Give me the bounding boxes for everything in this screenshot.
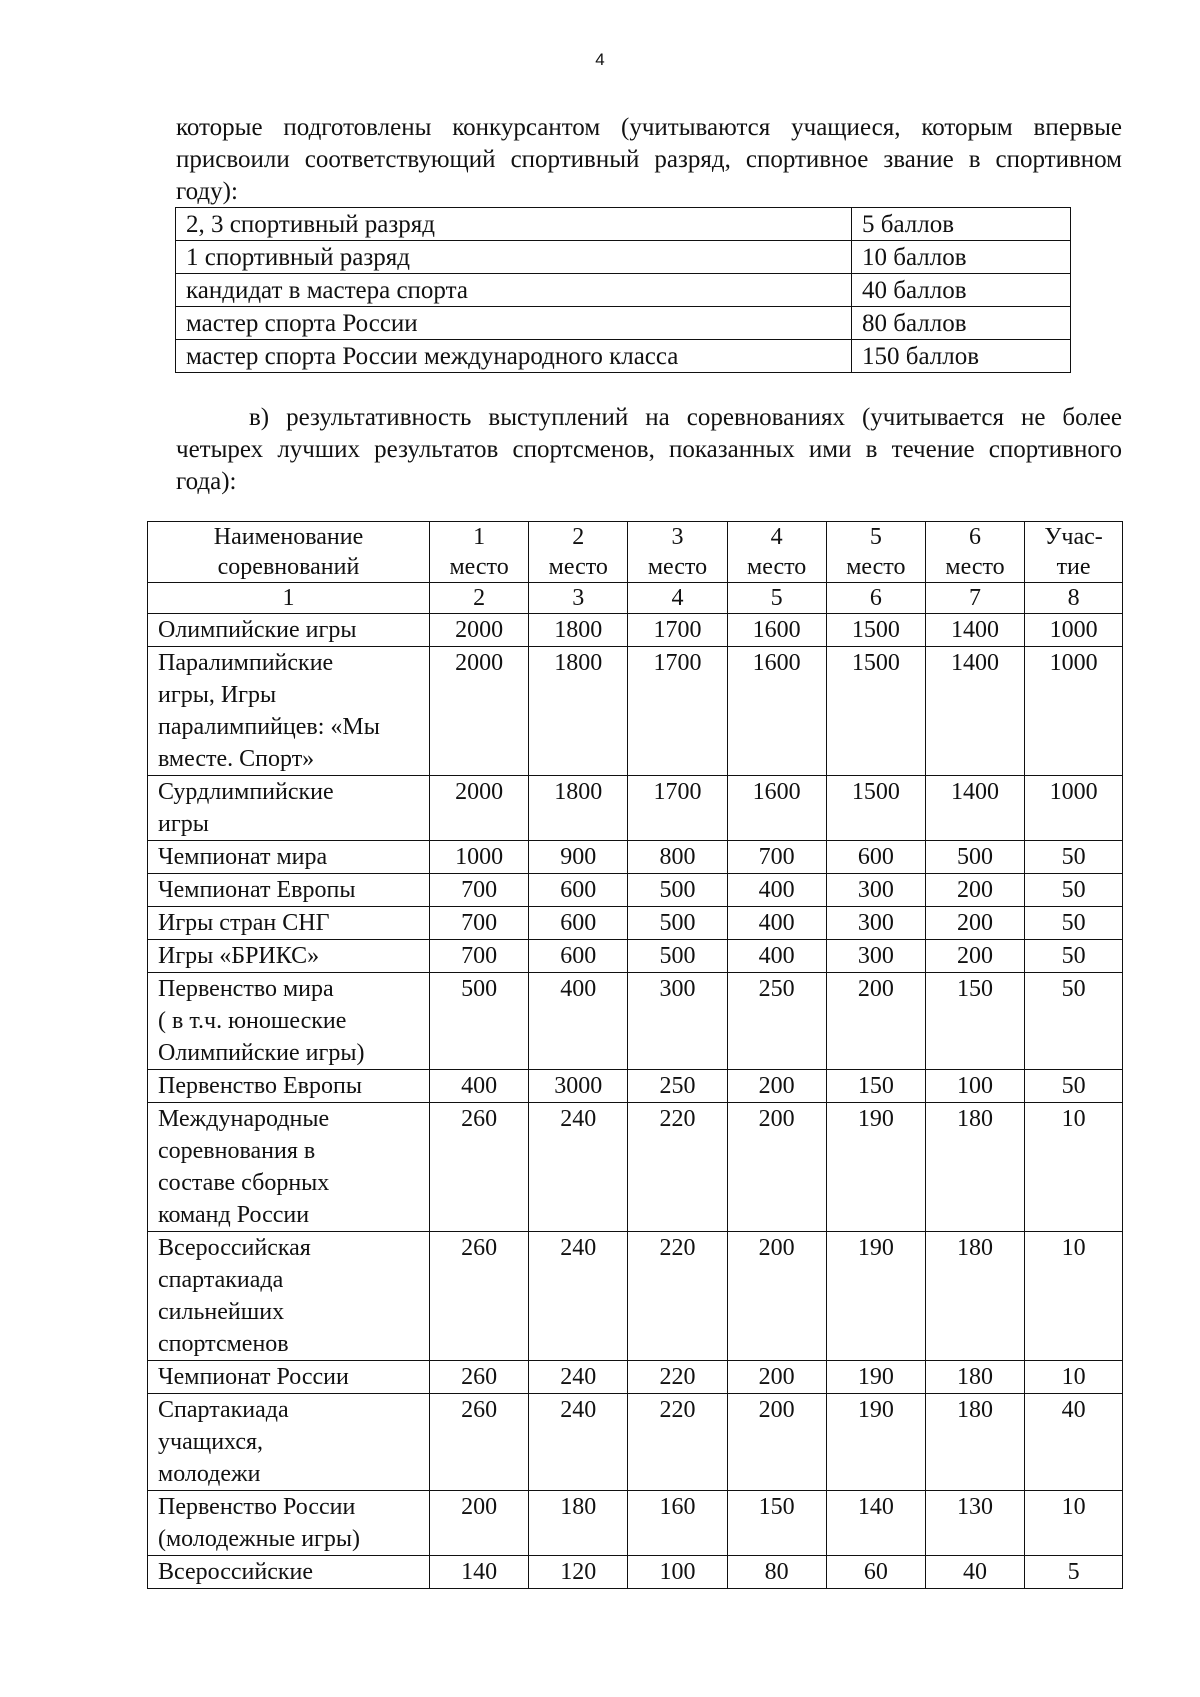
- column-number-cell: 5: [727, 583, 826, 614]
- points-cell: 1500: [826, 614, 925, 647]
- points-cell: 190: [826, 1361, 925, 1394]
- column-number-cell: 7: [925, 583, 1024, 614]
- header-column: Учас- тие: [1025, 522, 1123, 583]
- table-row: [176, 241, 1071, 274]
- points-cell: 10: [1025, 1103, 1123, 1232]
- points-cell: 600: [826, 841, 925, 874]
- rank-name-cell: мастер спорта России: [176, 307, 852, 340]
- points-cell: 1800: [529, 776, 628, 841]
- results-header-row: [148, 522, 1123, 583]
- points-cell: 1500: [826, 647, 925, 776]
- points-cell: 40: [925, 1556, 1024, 1589]
- points-cell: 200: [727, 1232, 826, 1361]
- column-number-cell: 4: [628, 583, 727, 614]
- header-column: 4 место: [727, 522, 826, 583]
- points-cell: 220: [628, 1394, 727, 1491]
- points-cell: 800: [628, 841, 727, 874]
- column-number-cell: 2: [430, 583, 529, 614]
- table-row: [176, 307, 1071, 340]
- competition-name-cell: Сурдлимпийские игры: [148, 776, 430, 841]
- competition-name-cell: Первенство Европы: [148, 1070, 430, 1103]
- rank-name-cell: кандидат в мастера спорта: [176, 274, 852, 307]
- competition-name-cell: Паралимпийские игры, Игры паралимпийцев: «Мы вместе. Спорт»: [148, 647, 430, 776]
- points-cell: 600: [529, 907, 628, 940]
- table-row: [148, 1103, 1123, 1232]
- points-cell: 220: [628, 1361, 727, 1394]
- table-row: [148, 973, 1123, 1070]
- points-cell: 1800: [529, 647, 628, 776]
- points-cell: 300: [628, 973, 727, 1070]
- points-cell: 140: [430, 1556, 529, 1589]
- points-cell: 200: [925, 940, 1024, 973]
- competition-name-cell: Всероссийские: [148, 1556, 430, 1589]
- table-row: [148, 907, 1123, 940]
- points-cell: 260: [430, 1361, 529, 1394]
- ranks-points-table: [175, 207, 1071, 373]
- points-cell: 2000: [430, 647, 529, 776]
- points-cell: 700: [727, 841, 826, 874]
- points-cell: 220: [628, 1103, 727, 1232]
- competition-name-cell: Первенство мира ( в т.ч. юношеские Олимпийские игры): [148, 973, 430, 1070]
- points-cell: 900: [529, 841, 628, 874]
- points-cell: 400: [727, 907, 826, 940]
- competition-name-cell: Чемпионат Европы: [148, 874, 430, 907]
- points-cell: 1700: [628, 647, 727, 776]
- points-cell: 1000: [1025, 776, 1123, 841]
- rank-points-cell: 150 баллов: [852, 340, 1071, 373]
- points-cell: 700: [430, 940, 529, 973]
- points-cell: 190: [826, 1394, 925, 1491]
- rank-points-cell: 40 баллов: [852, 274, 1071, 307]
- points-cell: 50: [1025, 973, 1123, 1070]
- points-cell: 1400: [925, 614, 1024, 647]
- table-row: [176, 208, 1071, 241]
- table-row: [148, 776, 1123, 841]
- points-cell: 50: [1025, 874, 1123, 907]
- points-cell: 1400: [925, 776, 1024, 841]
- rank-name-cell: 1 спортивный разряд: [176, 241, 852, 274]
- competition-name-cell: Игры стран СНГ: [148, 907, 430, 940]
- header-competition-name: Наименование соревнований: [148, 522, 430, 583]
- rank-points-cell: 80 баллов: [852, 307, 1071, 340]
- points-cell: 180: [925, 1232, 1024, 1361]
- points-cell: 500: [430, 973, 529, 1070]
- points-cell: 700: [430, 907, 529, 940]
- points-cell: 1600: [727, 614, 826, 647]
- points-cell: 220: [628, 1232, 727, 1361]
- column-number-cell: 1: [148, 583, 430, 614]
- points-cell: 600: [529, 940, 628, 973]
- points-cell: 1400: [925, 647, 1024, 776]
- points-cell: 200: [727, 1394, 826, 1491]
- points-cell: 150: [727, 1491, 826, 1556]
- points-cell: 1700: [628, 776, 727, 841]
- points-cell: 40: [1025, 1394, 1123, 1491]
- points-cell: 3000: [529, 1070, 628, 1103]
- points-cell: 150: [925, 973, 1024, 1070]
- points-cell: 260: [430, 1394, 529, 1491]
- points-cell: 5: [1025, 1556, 1123, 1589]
- points-cell: 1000: [1025, 647, 1123, 776]
- competition-name-cell: Всероссийская спартакиада сильнейших спортсменов: [148, 1232, 430, 1361]
- points-cell: 700: [430, 874, 529, 907]
- column-number-cell: 3: [529, 583, 628, 614]
- table-row: [148, 1070, 1123, 1103]
- competition-name-cell: Чемпионат России: [148, 1361, 430, 1394]
- points-cell: 150: [826, 1070, 925, 1103]
- header-column: 2 место: [529, 522, 628, 583]
- rank-name-cell: мастер спорта России международного класса: [176, 340, 852, 373]
- points-cell: 180: [529, 1491, 628, 1556]
- points-cell: 300: [826, 874, 925, 907]
- points-cell: 200: [727, 1103, 826, 1232]
- points-cell: 400: [727, 874, 826, 907]
- points-cell: 10: [1025, 1232, 1123, 1361]
- rank-name-cell: 2, 3 спортивный разряд: [176, 208, 852, 241]
- points-cell: 240: [529, 1103, 628, 1232]
- points-cell: 2000: [430, 614, 529, 647]
- points-cell: 260: [430, 1232, 529, 1361]
- column-number-cell: 6: [826, 583, 925, 614]
- points-cell: 50: [1025, 907, 1123, 940]
- points-cell: 1500: [826, 776, 925, 841]
- points-cell: 400: [529, 973, 628, 1070]
- points-cell: 1800: [529, 614, 628, 647]
- points-cell: 200: [430, 1491, 529, 1556]
- points-cell: 190: [826, 1103, 925, 1232]
- points-cell: 200: [727, 1070, 826, 1103]
- table-row: [176, 340, 1071, 373]
- points-cell: 180: [925, 1103, 1024, 1232]
- points-cell: 240: [529, 1361, 628, 1394]
- points-cell: 1000: [1025, 614, 1123, 647]
- points-cell: 1700: [628, 614, 727, 647]
- table-row: [148, 940, 1123, 973]
- competition-name-cell: Международные соревнования в составе сборных команд России: [148, 1103, 430, 1232]
- points-cell: 240: [529, 1232, 628, 1361]
- header-column: 3 место: [628, 522, 727, 583]
- points-cell: 120: [529, 1556, 628, 1589]
- competition-name-cell: Чемпионат мира: [148, 841, 430, 874]
- competition-name-cell: Спартакиада учащихся, молодежи: [148, 1394, 430, 1491]
- points-cell: 200: [826, 973, 925, 1070]
- table-row: [148, 1491, 1123, 1556]
- points-cell: 600: [529, 874, 628, 907]
- table-row: [148, 614, 1123, 647]
- table-row: [148, 841, 1123, 874]
- table-row: [148, 874, 1123, 907]
- table-row: [148, 1394, 1123, 1491]
- points-cell: 250: [727, 973, 826, 1070]
- page-number: 4: [595, 50, 605, 69]
- points-cell: 500: [628, 940, 727, 973]
- header-column: 5 место: [826, 522, 925, 583]
- points-cell: 1600: [727, 647, 826, 776]
- table-row: [148, 1232, 1123, 1361]
- points-cell: 260: [430, 1103, 529, 1232]
- points-cell: 190: [826, 1232, 925, 1361]
- points-cell: 500: [628, 874, 727, 907]
- points-cell: 1000: [430, 841, 529, 874]
- points-cell: 10: [1025, 1491, 1123, 1556]
- header-column: 6 место: [925, 522, 1024, 583]
- points-cell: 140: [826, 1491, 925, 1556]
- points-cell: 400: [430, 1070, 529, 1103]
- points-cell: 400: [727, 940, 826, 973]
- points-cell: 240: [529, 1394, 628, 1491]
- competition-name-cell: Игры «БРИКС»: [148, 940, 430, 973]
- points-cell: 2000: [430, 776, 529, 841]
- column-number-cell: 8: [1025, 583, 1123, 614]
- points-cell: 250: [628, 1070, 727, 1103]
- points-cell: 50: [1025, 1070, 1123, 1103]
- points-cell: 1600: [727, 776, 826, 841]
- points-cell: 80: [727, 1556, 826, 1589]
- table-row: [176, 274, 1071, 307]
- rank-points-cell: 5 баллов: [852, 208, 1071, 241]
- results-column-numbers-row: [148, 583, 1123, 614]
- rank-points-cell: 10 баллов: [852, 241, 1071, 274]
- points-cell: 180: [925, 1394, 1024, 1491]
- points-cell: 160: [628, 1491, 727, 1556]
- competition-name-cell: Первенство России (молодежные игры): [148, 1491, 430, 1556]
- points-cell: 500: [628, 907, 727, 940]
- intro-paragraph: которые подготовлены конкурсантом (учитываются учащиеся, которым впервые присвоили соответствующий спортивный разряд, спортивное звание в спортивном году):: [176, 114, 1122, 205]
- table-row: [148, 1556, 1123, 1589]
- points-cell: 180: [925, 1361, 1024, 1394]
- points-cell: 300: [826, 940, 925, 973]
- competition-name-cell: Олимпийские игры: [148, 614, 430, 647]
- section-b-paragraph: в) результативность выступлений на соревнованиях (учитывается не более четырех лучших результатов спортсменов, показанных ими в течение спортивного года):: [176, 404, 1122, 495]
- points-cell: 130: [925, 1491, 1024, 1556]
- points-cell: 10: [1025, 1361, 1123, 1394]
- header-column: 1 место: [430, 522, 529, 583]
- points-cell: 200: [727, 1361, 826, 1394]
- points-cell: 100: [925, 1070, 1024, 1103]
- competition-results-table: [147, 521, 1123, 1589]
- table-row: [148, 647, 1123, 776]
- points-cell: 500: [925, 841, 1024, 874]
- points-cell: 50: [1025, 841, 1123, 874]
- table-row: [148, 1361, 1123, 1394]
- points-cell: 200: [925, 907, 1024, 940]
- points-cell: 50: [1025, 940, 1123, 973]
- points-cell: 100: [628, 1556, 727, 1589]
- points-cell: 60: [826, 1556, 925, 1589]
- points-cell: 300: [826, 907, 925, 940]
- points-cell: 200: [925, 874, 1024, 907]
